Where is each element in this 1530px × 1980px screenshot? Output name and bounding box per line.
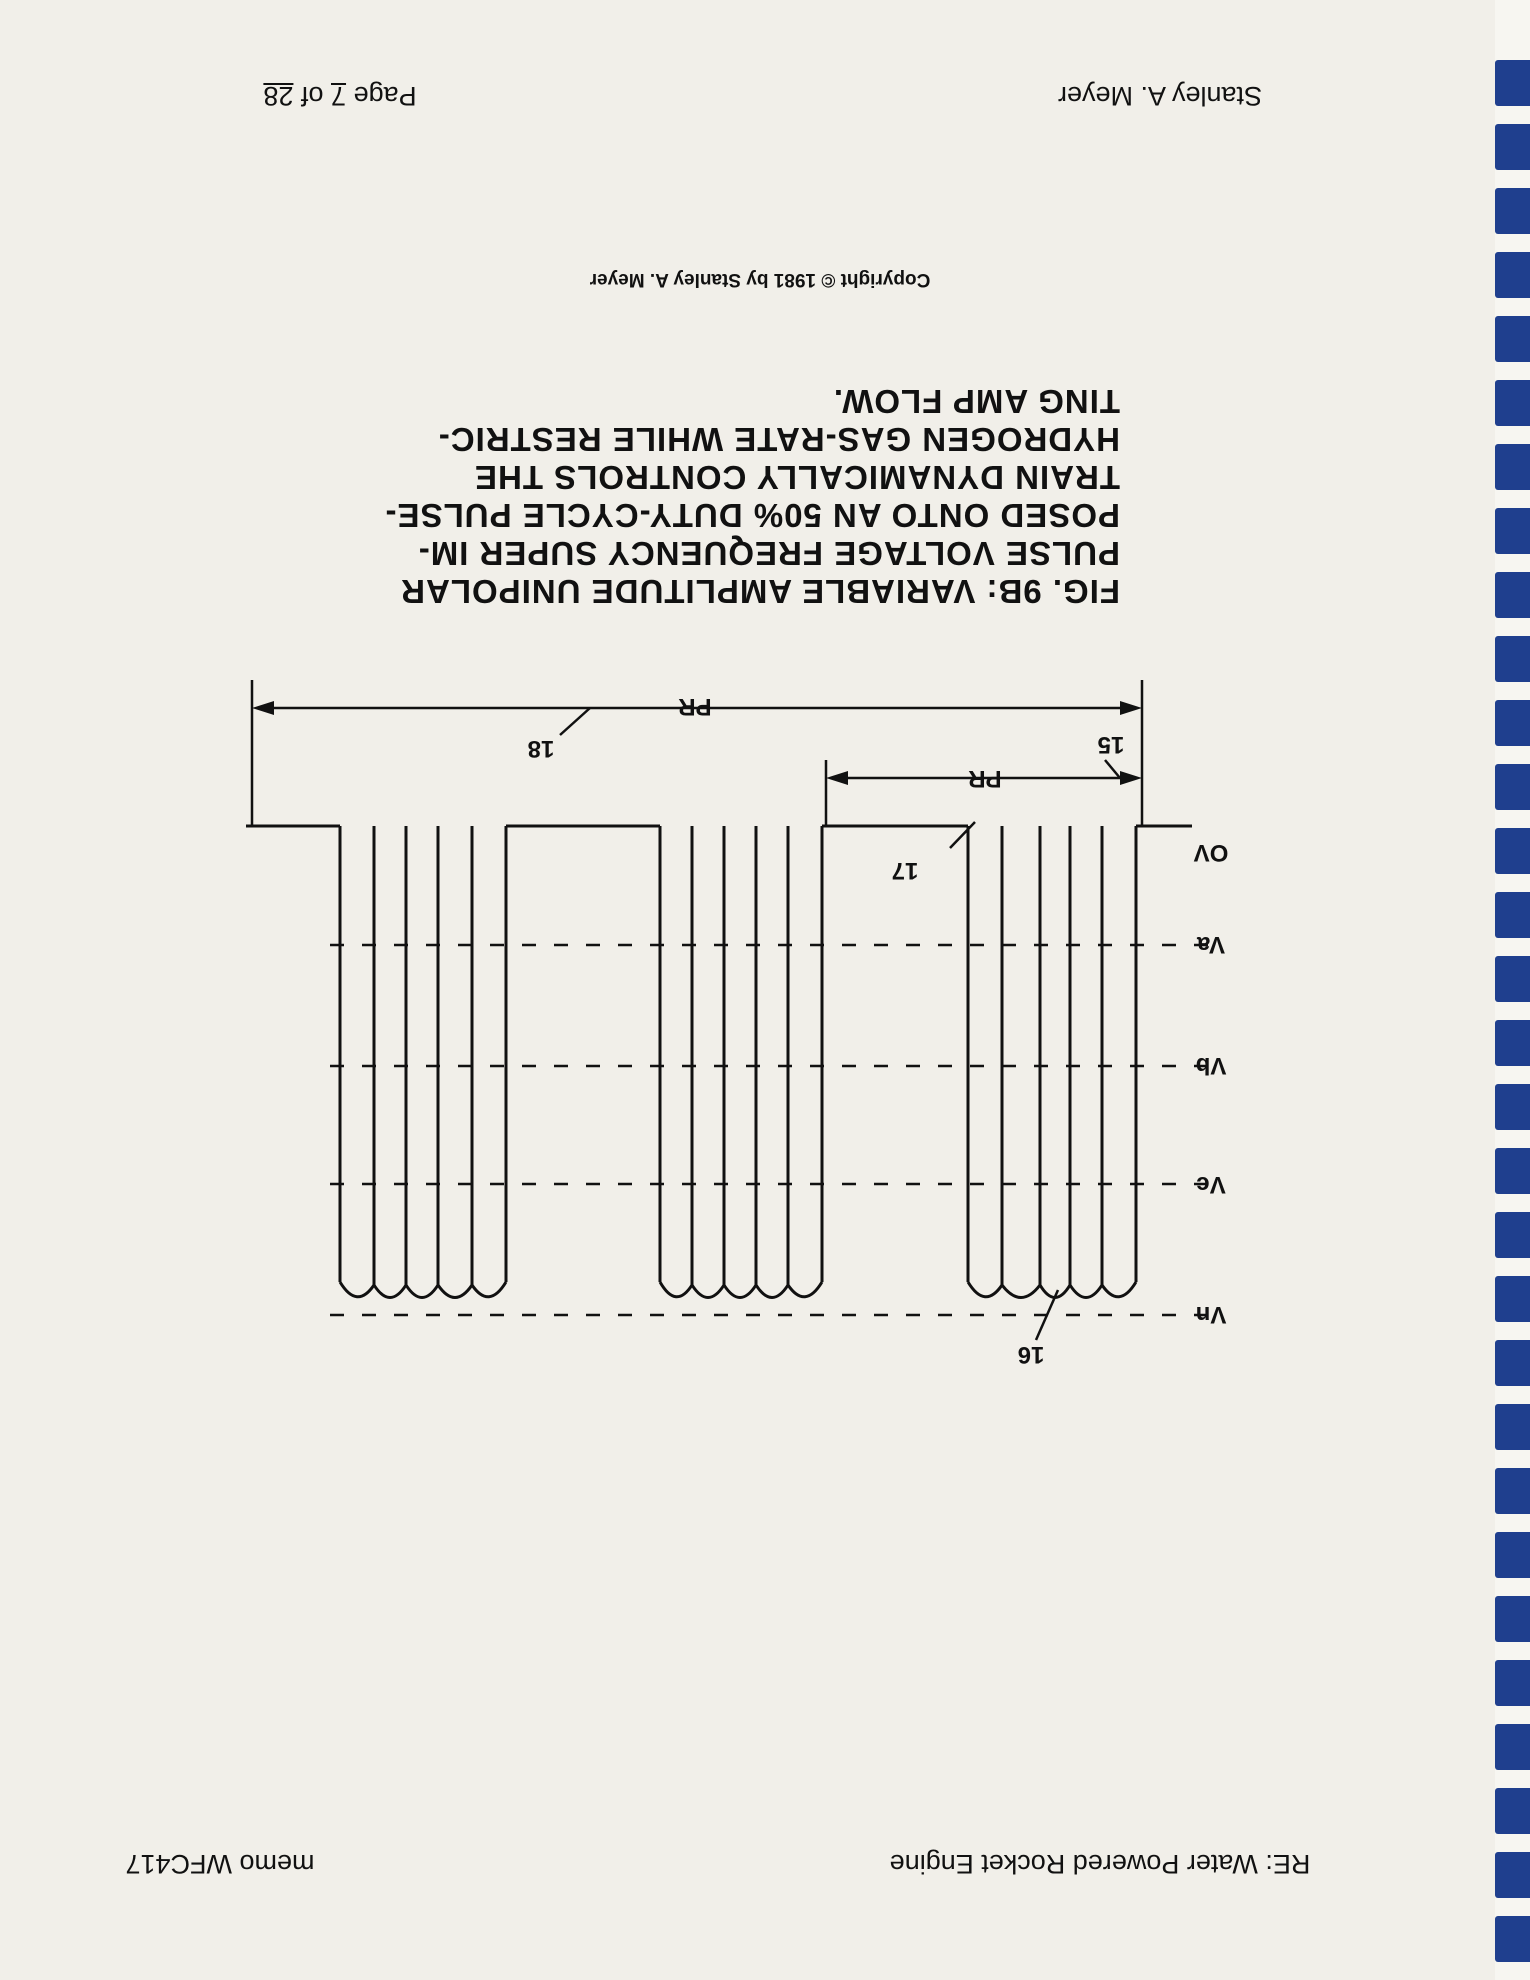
binding-ring (1495, 956, 1530, 1002)
page-label: Page (353, 81, 417, 111)
dim-label-period-total: PR (678, 693, 712, 720)
level-label-vb: Vb (1195, 1052, 1227, 1079)
binding-ring (1495, 1532, 1530, 1578)
level-label-0v: OV (1193, 839, 1229, 866)
level-label-va: Va (1196, 931, 1226, 958)
binding-ring (1495, 252, 1530, 298)
binding-ring (1495, 60, 1530, 106)
binding-ring (1495, 636, 1530, 682)
ref-15: 15 (1097, 731, 1125, 758)
page-of: of (300, 81, 324, 111)
ref-18: 18 (527, 735, 555, 762)
binding-ring (1495, 1020, 1530, 1066)
binding-ring (1495, 1404, 1530, 1450)
binding-ring (1495, 828, 1530, 874)
binding-ring (1495, 700, 1530, 746)
copyright-notice: Copyright © 1981 by Stanley A. Meyer (589, 269, 931, 290)
page-current: 7 (331, 81, 347, 111)
dim-label-period-pulse: PR (968, 765, 1002, 792)
ref-17: 17 (891, 857, 919, 884)
binding-ring (1495, 1276, 1530, 1322)
figure-caption: FIG. 9B: VARIABLE AMPLITUDE UNIPOLAR PULSE VOLTAGE FREQUENCY SUPER IM-POSED ONTO AN 50% DUTY-CYCLE PULSE-TRAIN DYNAMICALLY CONTROLS THE HYDROGEN GAS-RATE WHILE RESTRIC-TING AMP FLOW. (384, 383, 1120, 610)
binding-ring (1495, 572, 1530, 618)
binding-ring (1495, 1212, 1530, 1258)
binding-ring (1495, 1916, 1530, 1962)
binding-ring (1495, 508, 1530, 554)
binding-ring (1495, 1148, 1530, 1194)
binding-ring (1495, 1468, 1530, 1514)
binding-ring (1495, 380, 1530, 426)
level-label-vc: Vc (1196, 1171, 1226, 1198)
binding-ring (1495, 1788, 1530, 1834)
binding-ring (1495, 444, 1530, 490)
binding-ring (1495, 764, 1530, 810)
memo-number: memo WFC417 (125, 1849, 315, 1879)
level-label-vn: Vn (1195, 1301, 1227, 1328)
binding-ring (1495, 1660, 1530, 1706)
author-header: Stanley A. Meyer (1057, 81, 1263, 111)
binding-ring (1495, 1084, 1530, 1130)
binding-ring (1495, 188, 1530, 234)
ref-16: 16 (1017, 1341, 1045, 1368)
footer-title: RE: Water Powered Rocket Engine (889, 1849, 1311, 1879)
binding-ring (1495, 892, 1530, 938)
binding-ring (1495, 1596, 1530, 1642)
binding-ring (1495, 1340, 1530, 1386)
binding-ring (1495, 124, 1530, 170)
page-total: 28 (263, 81, 294, 111)
binding-ring (1495, 1724, 1530, 1770)
binding-ring (1495, 1852, 1530, 1898)
binding-ring (1495, 316, 1530, 362)
